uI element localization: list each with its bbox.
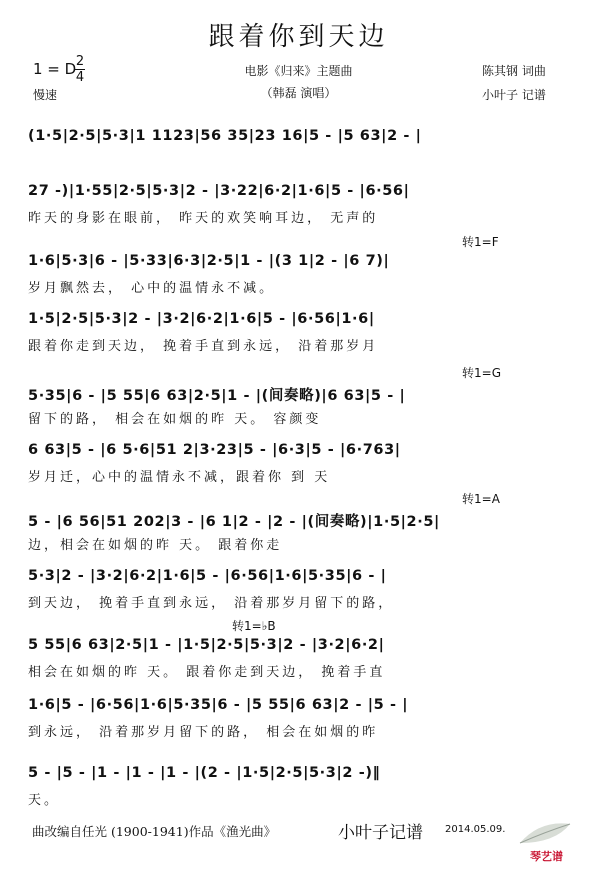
lyric-line: 留下的路， 相会在如烟的昨 天。 容颜变 (28, 412, 322, 427)
notation-line: 6 63|5 - |6 5·6|51 2|3·23|5 - |6·3|5 - |6·763| (28, 442, 401, 458)
lyric-line: 天。 (28, 793, 61, 808)
notation-line: 1·6|5 - |6·56|1·6|5·35|6 - |5 55|6 63|2 - |5 - | (28, 697, 409, 713)
key-change-label: 转1=G (462, 366, 501, 380)
transcriber-credit: 小叶子 记谱 (482, 88, 546, 102)
lyric-line: 相会在如烟的昨 天。 跟着你走到天边， 挽着手直 (28, 665, 386, 680)
singer-credit: （韩磊 演唱） (260, 86, 337, 100)
page-title: 跟着你到天边 (208, 22, 389, 52)
key-signature: 1 = D (33, 60, 77, 78)
key-change-label: 转1=♭B (232, 619, 276, 633)
lyric-line: 到永远， 沿着那岁月留下的路， 相会在如烟的昨 (28, 725, 379, 740)
notation-line: 5 - |5 - |1 - |1 - |1 - |(2 - |1·5|2·5|5·3|2 -)‖ (28, 765, 381, 781)
lyric-line: 边，相会在如烟的昨 天。 跟着你走 (28, 538, 283, 553)
notation-line: 5·3|2 - |3·2|6·2|1·6|5 - |6·56|1·6|5·35|6 - | (28, 568, 387, 584)
lyricist-credit: 陈其钢 词曲 (482, 64, 546, 78)
film-subtitle: 电影《归来》主题曲 (244, 64, 353, 78)
notation-line: (1·5|2·5|5·3|1 1123|56 35|23 16|5 - |5 63|2 - | (28, 128, 422, 144)
notation-line: 5·35|6 - |5 55|6 63|2·5|1 - |(间奏略)|6 63|5 - | (28, 388, 406, 404)
signature: 小叶子记谱 (338, 823, 423, 843)
key-change-label: 转1=F (462, 235, 499, 249)
tempo-marking: 慢速 (33, 88, 58, 102)
notation-line: 5 55|6 63|2·5|1 - |1·5|2·5|5·3|2 - |3·2|6·2| (28, 637, 385, 653)
lyric-line: 到天边， 挽着手直到永远， 沿着那岁月留下的路， (28, 596, 395, 611)
site-logo (530, 848, 563, 864)
arrangement-credit: 曲改编自任光 (1900-1941)作品《渔光曲》 (32, 824, 277, 839)
lyric-line: 昨天的身影在眼前， 昨天的欢笑响耳边， 无声的 (28, 211, 379, 226)
leaf-decoration-icon (515, 818, 575, 848)
notation-line: 27 -)|1·55|2·5|5·3|2 - |3·22|6·2|1·6|5 - |6·56| (28, 183, 410, 199)
notation-line: 5 - |6 56|51 202|3 - |6 1|2 - |2 - |(间奏略)|1·5|2·5| (28, 514, 440, 530)
key-change-label: 转1=A (462, 492, 500, 506)
lyric-line: 岁月迁，心中的温情永不减，跟着你 到 天 (28, 470, 331, 485)
notation-line: 1·5|2·5|5·3|2 - |3·2|6·2|1·6|5 - |6·56|1·6| (28, 311, 375, 327)
meter-bottom: 4 (75, 70, 85, 85)
meter-top: 2 (75, 54, 85, 69)
logo-text: 琴艺谱 (530, 850, 563, 863)
notation-line: 1·6|5·3|6 - |5·33|6·3|2·5|1 - |(3 1|2 - |6 7)| (28, 253, 390, 269)
lyric-line: 跟着你走到天边， 挽着手直到永远， 沿着那岁月 (28, 339, 379, 354)
date-stamp: 2014.05.09. (445, 824, 506, 835)
lyric-line: 岁月飘然去， 心中的温情永不减。 (28, 281, 276, 296)
